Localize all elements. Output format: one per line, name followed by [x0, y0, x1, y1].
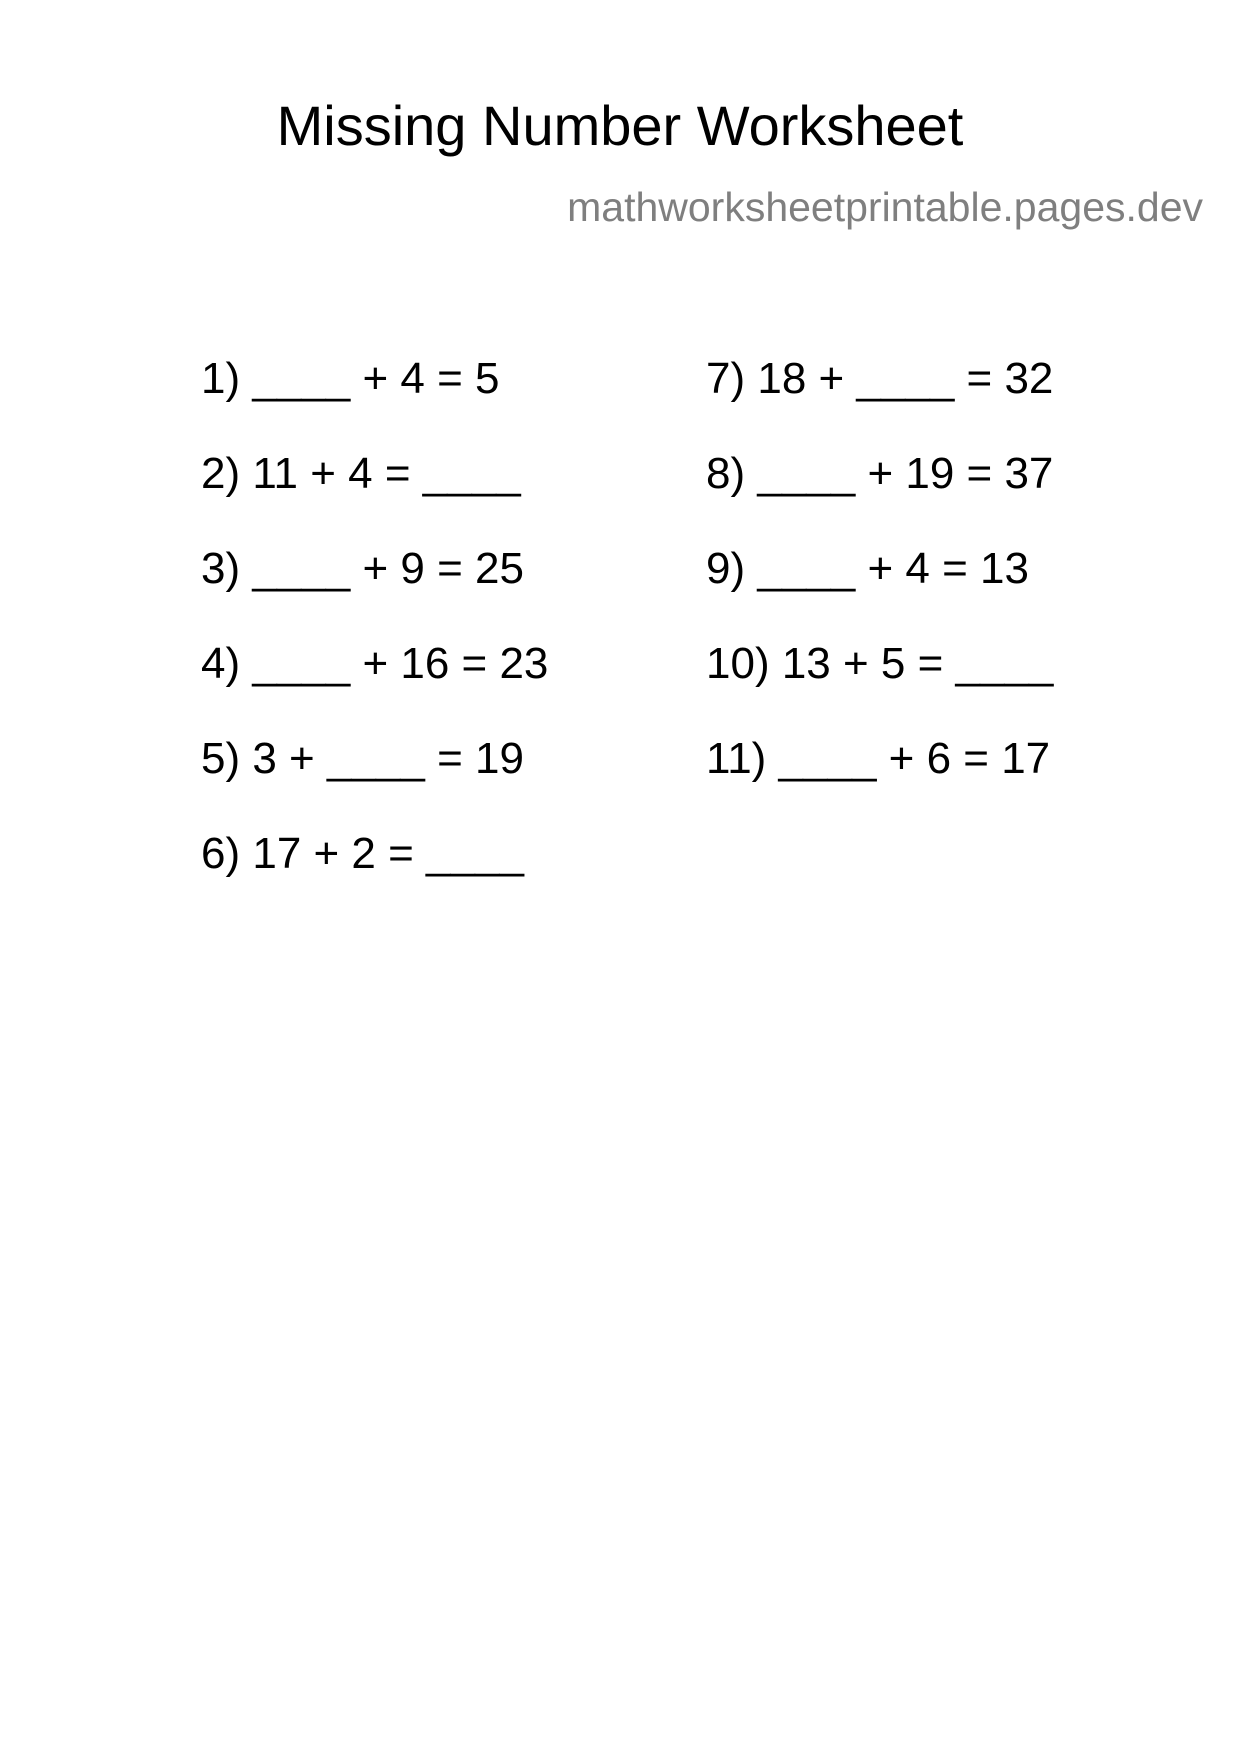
problem-10: 10) 13 + 5 = ____ [706, 639, 1054, 688]
website-url: mathworksheetprintable.pages.dev [567, 184, 1203, 230]
problem-6: 6) 17 + 2 = ____ [201, 829, 524, 878]
problem-7: 7) 18 + ____ = 32 [706, 354, 1054, 403]
worksheet-title: Missing Number Worksheet [276, 94, 964, 157]
problem-3: 3) ____ + 9 = 25 [201, 544, 524, 593]
problem-8: 8) ____ + 19 = 37 [706, 449, 1054, 498]
problem-9: 9) ____ + 4 = 13 [706, 544, 1029, 593]
problem-1: 1) ____ + 4 = 5 [201, 354, 500, 403]
problem-4: 4) ____ + 16 = 23 [201, 639, 549, 688]
problem-2: 2) 11 + 4 = ____ [201, 449, 521, 498]
problem-11: 11) ____ + 6 = 17 [706, 734, 1051, 783]
problem-5: 5) 3 + ____ = 19 [201, 734, 524, 783]
